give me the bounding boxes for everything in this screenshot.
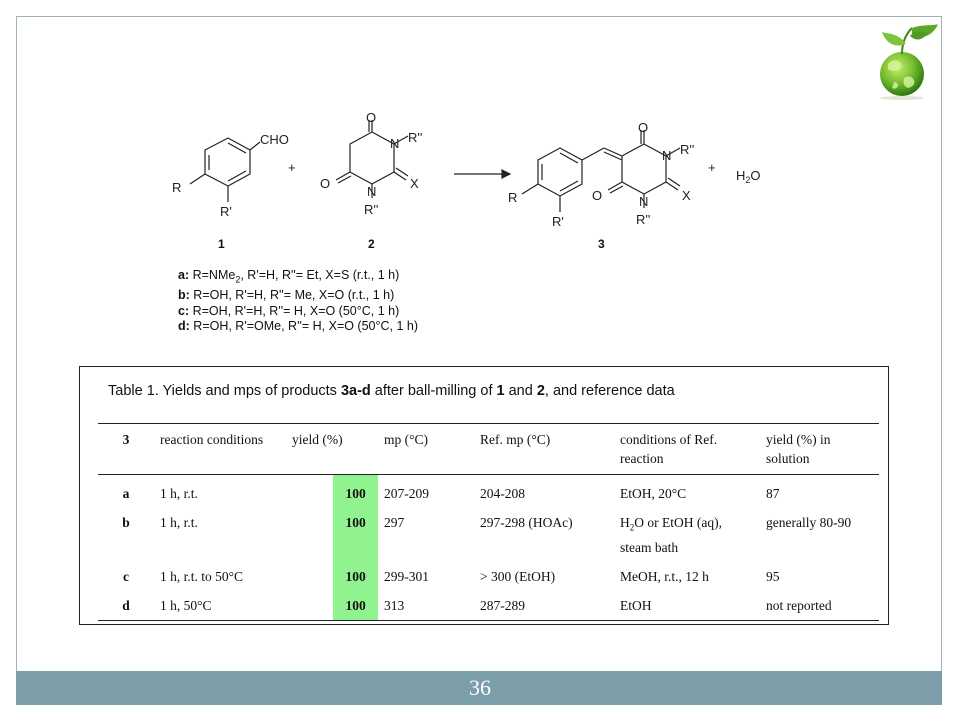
cell-id: b xyxy=(122,515,130,530)
cell-ref-conditions: EtOH xyxy=(620,597,652,613)
header-solution-yield: yield (%) in solution xyxy=(766,432,831,466)
compound2-n-lower: N xyxy=(367,184,377,199)
cell-yield: 100 xyxy=(333,475,378,509)
yield-table-box xyxy=(79,366,889,625)
cell-id: a xyxy=(122,486,130,501)
cell-ref-conditions: $H_2O$ or EtOH (aq), steam bath xyxy=(620,515,722,555)
condition-a: a: R=NMe$_2$, R'=H, R''= Et, X=S (r.t., 1 h) xyxy=(178,268,400,285)
compound3-rdouble-upper: R'' xyxy=(680,142,695,157)
cell-ref-mp: 297-298 (HOAc) xyxy=(480,515,573,530)
conditions-list xyxy=(178,268,498,335)
compound1-r: R xyxy=(172,180,182,195)
compound2-x: X xyxy=(410,176,419,191)
compound3-x: X xyxy=(682,188,691,203)
compound1-label: 1 xyxy=(218,237,225,251)
compound3-rprime: R' xyxy=(552,214,564,229)
cell-mp: 313 xyxy=(384,597,405,613)
cell-yield: 100 xyxy=(333,562,378,591)
table-header-row xyxy=(98,424,879,475)
cell-id: d xyxy=(122,597,130,613)
cell-mp: 299-301 xyxy=(384,568,429,584)
table-row xyxy=(98,562,879,591)
compound2-o-top: O xyxy=(366,110,377,125)
cell-ref-conditions: EtOH, 20°C xyxy=(620,486,687,501)
cell-mp: 207-209 xyxy=(384,486,429,501)
header-compound: 3 xyxy=(122,432,130,447)
header-ref-mp: Ref. mp (°C) xyxy=(480,432,551,447)
condition-d: d: R=OH, R'=OMe, R''= H, X=O (50°C, 1 h) xyxy=(178,319,419,333)
condition-c: c: R=OH, R'=H, R''= H, X=O (50°C, 1 h) xyxy=(178,303,400,318)
compound3-o-top: O xyxy=(638,120,649,135)
water-byproduct: $H_2O$ xyxy=(736,168,761,185)
cell-id: c xyxy=(123,568,129,584)
compound3-rdouble-lower: R'' xyxy=(636,212,651,227)
compound3-r: R xyxy=(508,190,518,205)
compound-1-structure xyxy=(190,138,260,202)
reaction-scheme xyxy=(160,110,780,260)
cell-ref-yield: not reported xyxy=(766,597,832,613)
table-row xyxy=(98,591,879,621)
cell-conditions: 1 h, r.t. xyxy=(160,515,198,530)
cell-mp: 297 xyxy=(384,515,405,530)
cell-conditions: 1 h, 50°C xyxy=(160,597,212,613)
table-row xyxy=(98,475,879,509)
cell-ref-mp: > 300 (EtOH) xyxy=(480,568,556,584)
plus-sign-2: + xyxy=(708,160,716,175)
compound3-label: 3 xyxy=(598,237,605,251)
earth-sprout-icon xyxy=(872,22,942,100)
compound2-rdouble-lower: R'' xyxy=(364,202,379,217)
yield-table xyxy=(98,423,879,621)
compound2-n-upper: N xyxy=(390,136,400,151)
cell-ref-yield: 87 xyxy=(766,486,780,501)
cell-ref-mp: 287-289 xyxy=(480,597,525,613)
cell-ref-yield: generally 80-90 xyxy=(766,515,852,530)
cell-yield: 100 xyxy=(333,591,378,621)
compound1-cho: CHO xyxy=(260,132,289,147)
cell-ref-conditions: MeOH, r.t., 12 h xyxy=(620,568,709,584)
compound3-n-lower: N xyxy=(639,194,649,209)
header-reaction-conditions: reaction conditions xyxy=(160,432,264,447)
page-number: 36 xyxy=(469,675,491,700)
compound2-o-left: O xyxy=(320,176,331,191)
compound2-rdouble-upper: R'' xyxy=(408,130,423,145)
compound3-o-left: O xyxy=(592,188,603,203)
plus-sign-1: + xyxy=(288,160,296,175)
compound3-n-upper: N xyxy=(662,148,672,163)
compound2-label: 2 xyxy=(368,237,375,251)
cell-conditions: 1 h, r.t. xyxy=(160,486,198,501)
compound1-rprime: R' xyxy=(220,204,232,219)
cell-yield: 100 xyxy=(333,508,378,562)
cell-ref-yield: 95 xyxy=(766,568,780,584)
table-caption: Table 1. Yields and mps of products 3a-d after ball-milling of 1 and 2, and reference data xyxy=(108,383,675,399)
header-yield: yield (%) xyxy=(292,432,343,447)
table-row xyxy=(98,508,879,562)
reaction-arrow-icon xyxy=(454,170,510,178)
condition-b: b: R=OH, R'=H, R''= Me, X=O (r.t., 1 h) xyxy=(178,288,395,302)
cell-ref-mp: 204-208 xyxy=(480,486,525,501)
header-mp: mp (°C) xyxy=(384,432,429,447)
cell-conditions: 1 h, r.t. to 50°C xyxy=(160,568,244,584)
header-ref-conditions: conditions of Ref. reaction xyxy=(620,432,718,466)
